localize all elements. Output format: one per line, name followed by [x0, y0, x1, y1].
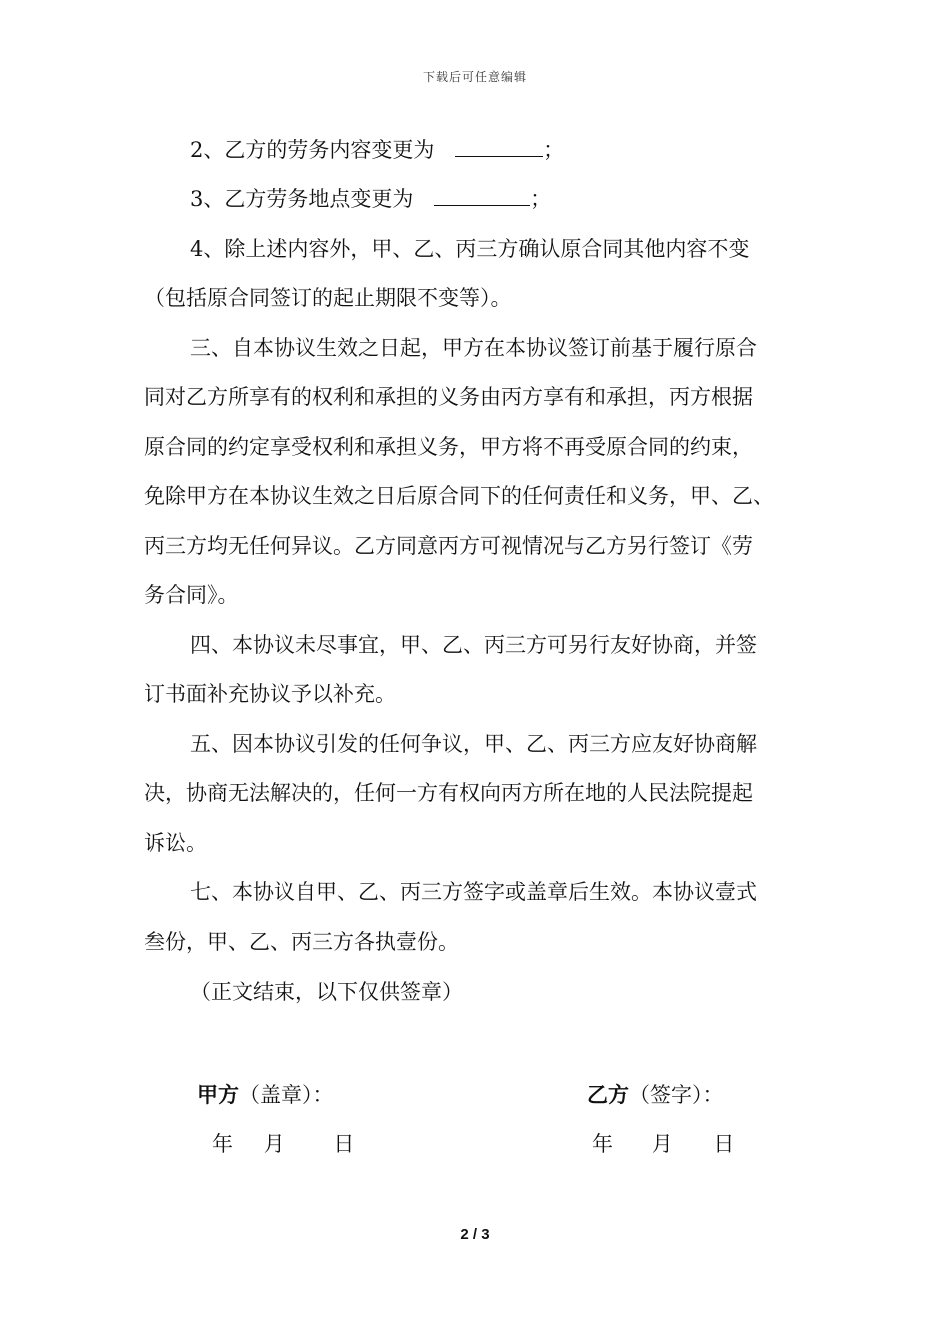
clause-punct: ； — [543, 138, 565, 162]
party-a-day: 日 — [333, 1132, 355, 1156]
party-b-sign-hint: （签字）： — [629, 1083, 724, 1107]
clause-line: 同对乙方所享有的权利和承担的义务由丙方享有和承担，丙方根据 — [144, 385, 753, 409]
clause-line: 4、除上述内容外，甲、乙、丙三方确认原合同其他内容不变 — [190, 237, 750, 261]
clause-text: 2、乙方的劳务内容变更为 — [190, 138, 435, 162]
clause-line: 丙三方均无任何异议。乙方同意丙方可视情况与乙方另行签订《劳 — [144, 534, 753, 558]
clause-line: 三、自本协议生效之日起，甲方在本协议签订前基于履行原合 — [190, 336, 757, 360]
party-a-month: 月 — [263, 1132, 285, 1156]
party-a-signature-label — [197, 1081, 334, 1109]
clause-line: 五、因本协议引发的任何争议，甲、乙、丙三方应友好协商解 — [190, 732, 757, 756]
clause-line: （包括原合同签订的起止期限不变等）。 — [144, 286, 512, 310]
clause-line: 叁份，甲、乙、丙三方各执壹份。 — [144, 930, 459, 954]
clause-line: 七、本协议自甲、乙、丙三方签字或盖章后生效。本协议壹式 — [190, 880, 757, 904]
clause-line: 免除甲方在本协议生效之日后原合同下的任何责任和义务，甲、乙、 — [144, 484, 774, 508]
page-number: 2 / 3 — [460, 1226, 490, 1243]
clause-line: 原合同的约定享受权利和承担义务，甲方将不再受原合同的约束， — [144, 435, 753, 459]
party-b-year: 年 — [592, 1132, 613, 1156]
party-b-signature-label — [587, 1081, 724, 1109]
end-of-text-note: （正文结束，以下仅供签章） — [190, 980, 463, 1004]
party-a-date — [212, 1130, 354, 1158]
clause-line: 决，协商无法解决的，任何一方有权向丙方所在地的人民法院提起 — [144, 781, 753, 805]
clause-line: 务合同》。 — [144, 583, 239, 607]
clause-line-2 — [190, 136, 564, 164]
party-b-name: 乙方 — [587, 1082, 629, 1107]
clause-line-3 — [190, 185, 551, 213]
clause-punct: ； — [530, 187, 552, 211]
party-b-day: 日 — [713, 1132, 735, 1156]
blank-field-service-location — [434, 185, 530, 206]
clause-line: 四、本协议未尽事宜，甲、乙、丙三方可另行友好协商，并签 — [190, 633, 757, 657]
clause-line: 订书面补充协议予以补充。 — [144, 682, 396, 706]
party-a-seal-hint: （盖章）： — [239, 1083, 334, 1107]
party-b-month: 月 — [651, 1132, 673, 1156]
clause-line: 诉讼。 — [144, 831, 207, 855]
blank-field-service-content — [455, 136, 543, 157]
clause-text: 3、乙方劳务地点变更为 — [190, 187, 414, 211]
party-a-year: 年 — [212, 1132, 233, 1156]
header-note: 下载后可任意编辑 — [422, 70, 527, 84]
party-a-name: 甲方 — [197, 1082, 239, 1107]
party-b-date — [592, 1130, 734, 1158]
